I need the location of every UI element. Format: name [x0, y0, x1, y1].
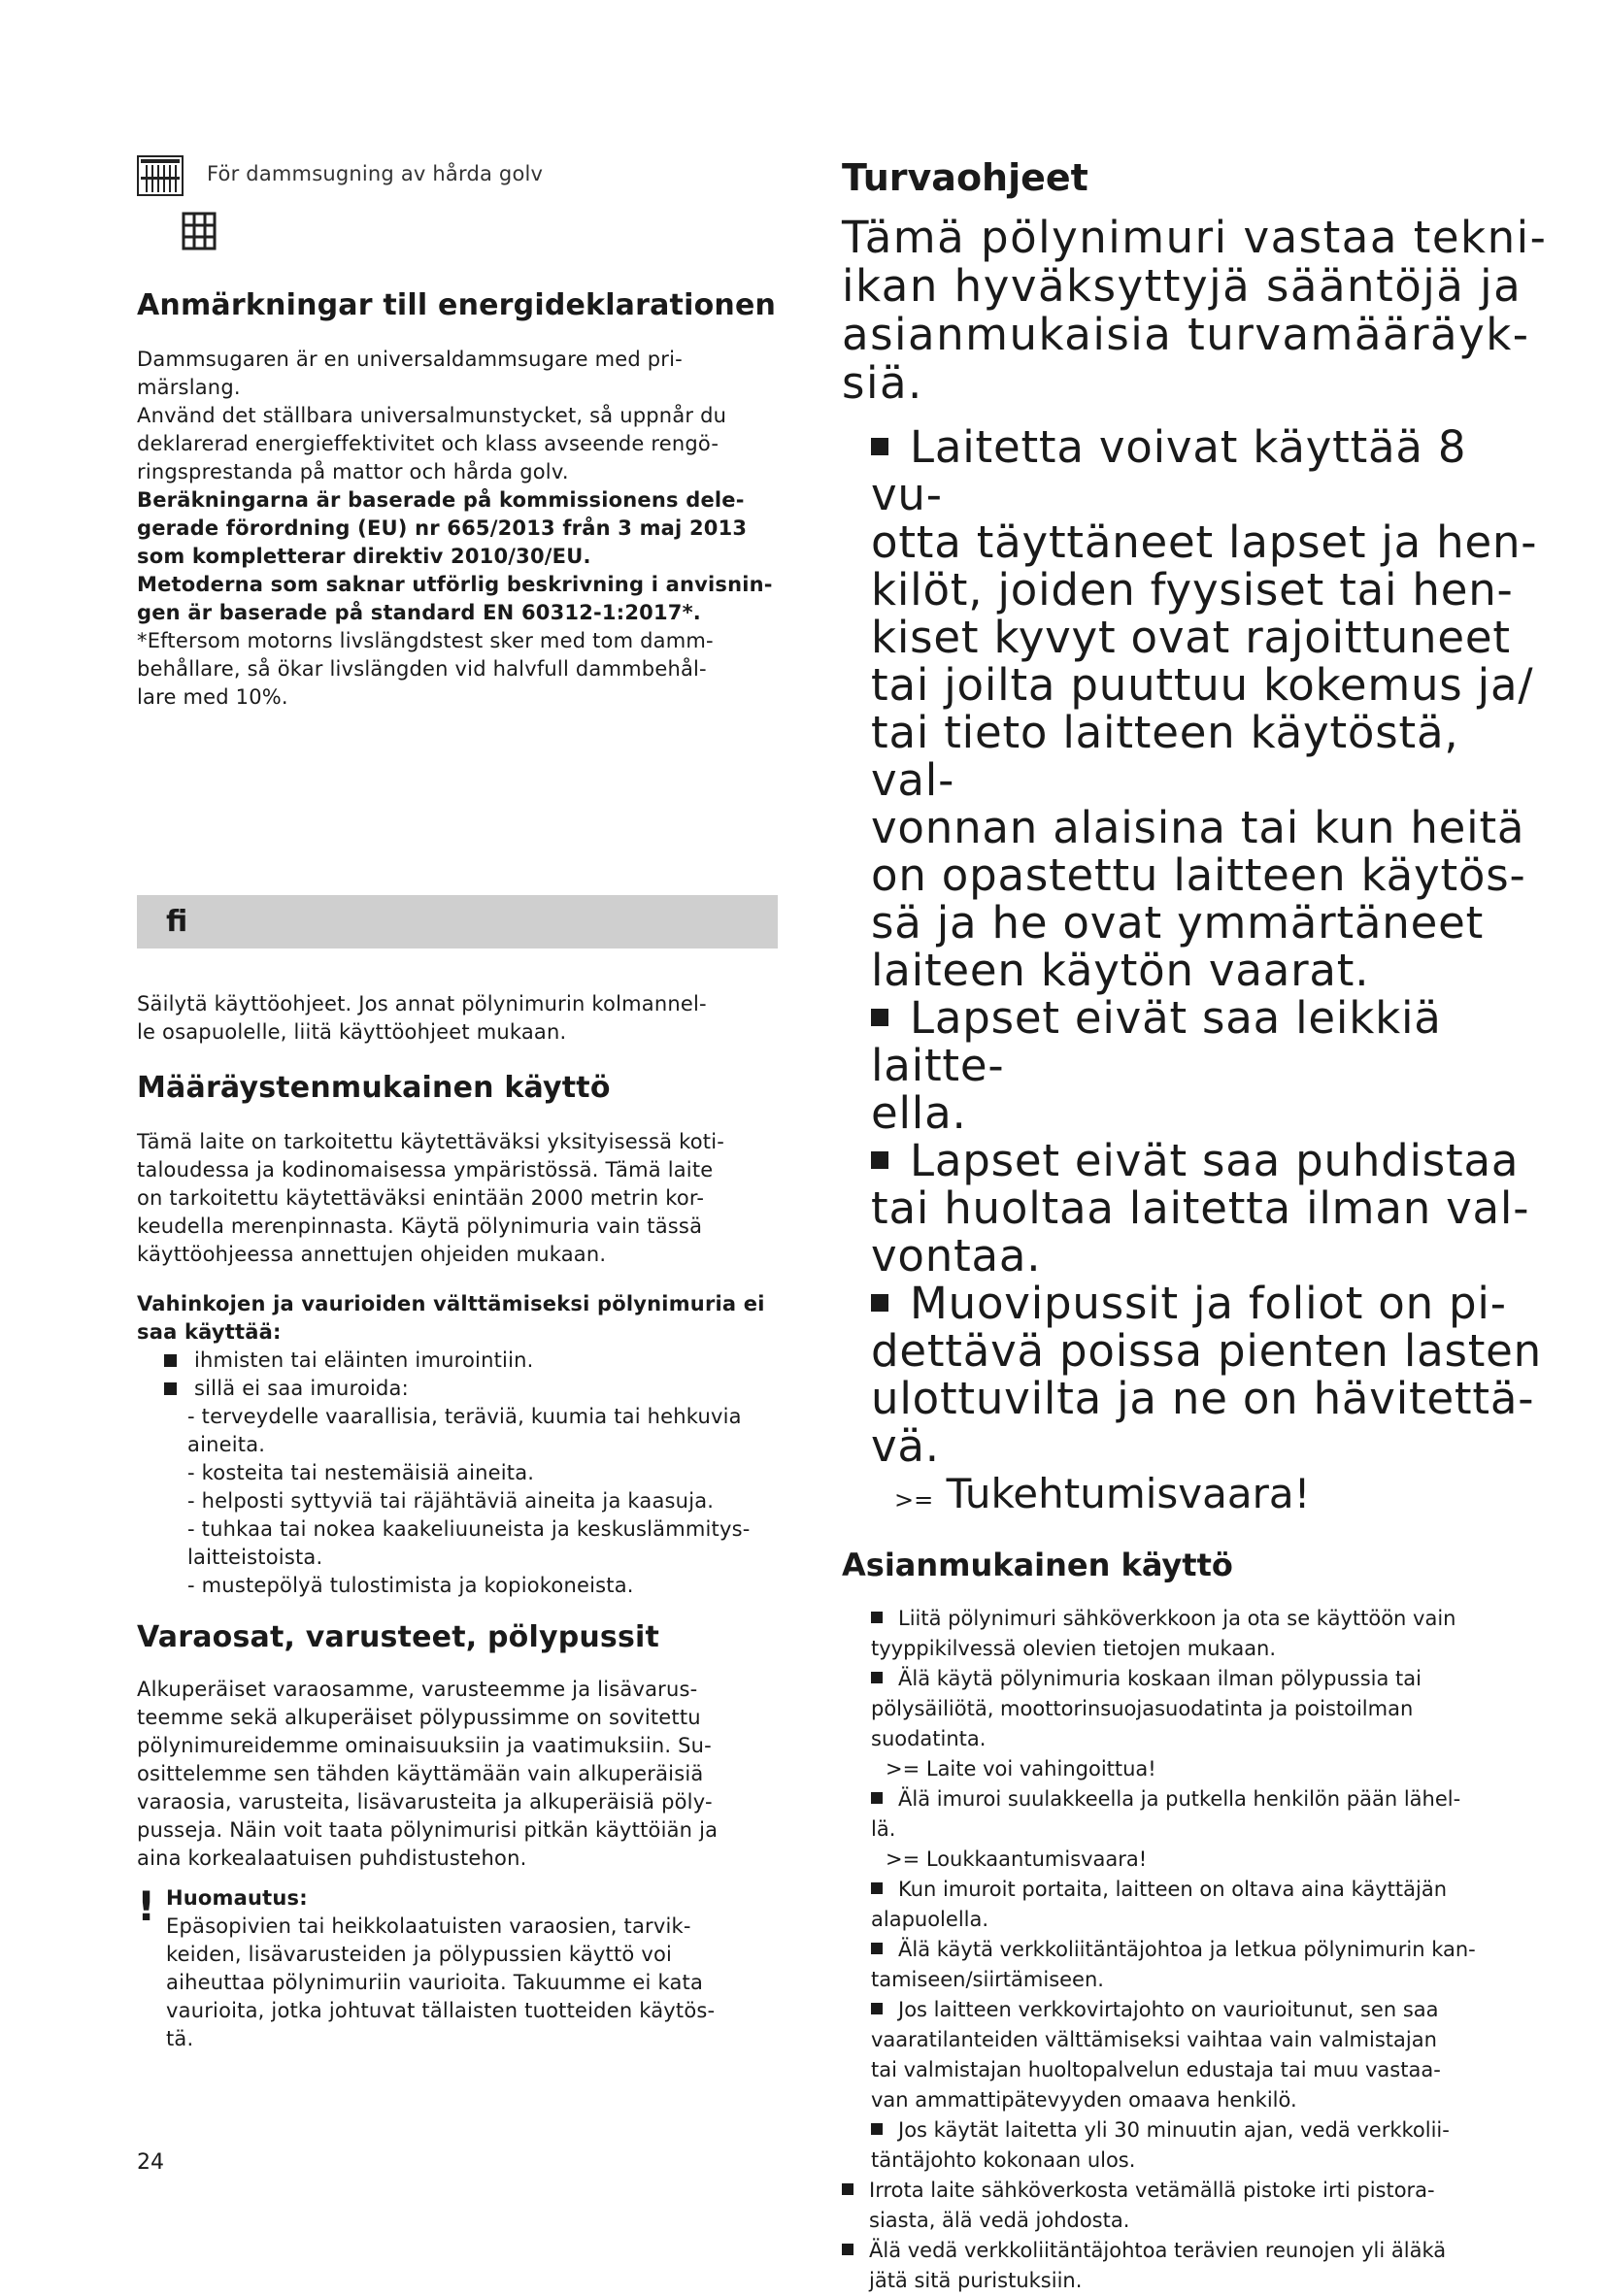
safety-line: kilöt, joiden fyysiset tai hen- — [871, 564, 1514, 616]
safety-line: ulottuvilta ja ne on hävitettä- — [871, 1373, 1535, 1424]
safety-line: tai tieto laitteen käytöstä, val- — [871, 707, 1459, 806]
list-item: Älä imuroi suulakkeella ja putkella henkilön pään lähel- — [842, 1784, 1549, 1814]
dash-line: - tuhkaa tai nokea kaakeliuuneista ja keskuslämmitys- — [187, 1517, 751, 1541]
safety-line: dettävä poissa pienten lasten — [871, 1325, 1542, 1377]
proper-use-heading: Asianmukainen käyttö — [842, 1547, 1233, 1583]
bullet-icon — [871, 1009, 888, 1026]
safety-line: vontaa. — [871, 1230, 1042, 1281]
footnote-line: *Eftersom motorns livslängdstest sker med tom damm- — [137, 629, 714, 652]
text-line: märslang. — [137, 376, 241, 399]
dash-line: laitteistoista. — [187, 1546, 323, 1569]
list-item: Irrota laite sähköverkosta vetämällä pistoke irti pistora- — [842, 2176, 1549, 2206]
safety-line: vonnan alaisina tai kun heitä — [871, 802, 1525, 853]
safety-item: Lapset eivät saa leikkiä laitte- — [871, 992, 1442, 1091]
bold-line: Vahinkojen ja vaurioiden välttämiseksi pölynimuria ei — [137, 1292, 765, 1315]
hard-floor-row — [137, 155, 778, 196]
list-item: Liitä pölynimuri sähköverkkoon ja ota se käyttöön vain — [842, 1604, 1549, 1634]
safety-item: Muovipussit ja foliot on pi- — [842, 1280, 1549, 1327]
safety-intro — [842, 214, 1549, 408]
dash-line: - mustepölyä tulostimista ja kopiokoneista. — [187, 1574, 634, 1597]
note-box — [137, 1884, 778, 2053]
list-item: Kun imuroit portaita, laitteen on oltava aina käyttäjän — [842, 1875, 1549, 1905]
tile-floor-icon — [178, 210, 220, 252]
intro-line: siä. — [842, 357, 923, 409]
bold-line: saa käyttää: — [137, 1320, 282, 1344]
text-line: pusseja. Näin voit taata pölynimurisi pitkän käyttöiän ja — [137, 1818, 719, 1842]
bullet-icon — [871, 1151, 888, 1169]
list-line: suodatinta. — [871, 1727, 987, 1750]
footnote-line: behållare, så ökar livslängden vid halvfull dammbehål- — [137, 657, 707, 681]
bold-line: gen är baserade på standard EN 60312-1:2017*. — [137, 601, 701, 624]
hard-floor-icon — [137, 155, 184, 196]
list-line: lä. — [871, 1817, 896, 1841]
hard-floor-label: För dammsugning av hårda golv — [207, 161, 544, 185]
note-line: Epäsopivien tai heikkolaatuisten varaosien, tarvik- — [166, 1914, 691, 1938]
note-line: vaurioita, jotka johtuvat tällaisten tuotteiden käytös- — [166, 1999, 716, 2022]
intro-line: asianmukaisia turvamääräyk- — [842, 309, 1530, 360]
intro-line: Tämä pölynimuri vastaa tekni- — [842, 212, 1548, 263]
text-line: varaosia, varusteita, lisävarusteita ja alkuperäisiä pöly- — [137, 1790, 713, 1814]
dash-line: - terveydelle vaarallisia, teräviä, kuumia tai hehkuvia — [187, 1405, 742, 1428]
left-column — [137, 155, 778, 712]
list-item: Älä käytä verkkoliitäntäjohtoa ja letkua pölynimurin kan- — [842, 1935, 1549, 1965]
list-line: jätä sitä puristuksiin. — [869, 2269, 1083, 2292]
safety-line: tai huoltaa laitetta ilman val- — [871, 1182, 1530, 1234]
list-line: alapuolella. — [871, 1908, 989, 1931]
dash-line: - kosteita tai nestemäisiä aineita. — [187, 1461, 535, 1484]
bullet-icon — [871, 1882, 883, 1894]
note-title: Huomautus: — [166, 1886, 308, 1910]
note-line: aiheuttaa pölynimuriin vaurioita. Takuumme ei kata — [166, 1971, 704, 1994]
list-line: van ammattipätevyyden omaava henkilö. — [871, 2088, 1297, 2112]
note-line: keiden, lisävarusteiden ja pölypussien käyttö voi — [166, 1943, 673, 1966]
language-bar: fi — [137, 895, 778, 948]
list-item: ihmisten tai eläinten imurointiin. — [137, 1347, 778, 1375]
list-item: sillä ei saa imuroida: — [137, 1375, 778, 1403]
list-item: Jos käytät laitetta yli 30 minuutin ajan, vedä verkkolii- — [842, 2115, 1549, 2146]
list-item: Älä vedä verkkoliitäntäjohtoa terävien reunojen yli äläkä — [842, 2236, 1549, 2266]
text-line: Alkuperäiset varaosamme, varusteemme ja lisävarus- — [137, 1678, 698, 1701]
bullet-icon — [871, 1943, 883, 1954]
safety-line: sä ja he ovat ymmärtäneet — [871, 897, 1485, 948]
bullet-icon — [871, 2003, 883, 2014]
page-number: 24 — [137, 2150, 164, 2175]
left-column-fi — [137, 990, 778, 2053]
energy-heading: Anmärkningar till energideklarationen — [137, 288, 777, 322]
text-line: Dammsugaren är en universaldammsugare med pri- — [137, 348, 683, 371]
warning-line: >= Laite voi vahingoittua! — [886, 1757, 1156, 1780]
list-line: tai valmistajan huoltopalvelun edustaja tai muu vastaa- — [871, 2058, 1441, 2081]
list-line: tyyppikilvessä olevien tietojen mukaan. — [871, 1637, 1277, 1660]
dash-line: aineita. — [187, 1433, 266, 1456]
safety-line: vä. — [871, 1420, 940, 1472]
right-column — [842, 155, 1549, 2296]
note-line: tä. — [166, 2027, 194, 2050]
text-line: käyttöohjeessa annettujen ohjeiden mukaan. — [137, 1243, 607, 1266]
text-line: Tämä laite on tarkoitettu käytettäväksi yksityisessä koti- — [137, 1130, 725, 1153]
text-line: Använd det ställbara universalmunstycket, så uppnår du — [137, 404, 727, 427]
proper-use-list — [842, 1604, 1549, 2296]
text-line: le osapuolelle, liitä käyttöohjeet mukaan. — [137, 1020, 567, 1044]
list-line: siasta, älä vedä johdosta. — [869, 2209, 1130, 2232]
list-item: Älä käytä pölynimuria koskaan ilman pölypussia tai — [842, 1664, 1549, 1694]
safety-list — [842, 423, 1549, 1524]
text-line: teemme sekä alkuperäiset pölypussimme on sovitettu — [137, 1706, 701, 1729]
list-line: täntäjohto kokonaan ulos. — [871, 2148, 1136, 2172]
text-line: keudella merenpinnasta. Käytä pölynimuria vain tässä — [137, 1215, 703, 1238]
text-line: aina korkealaatuisen puhdistustehon. — [137, 1847, 527, 1870]
bold-line: som kompletterar direktiv 2010/30/EU. — [137, 545, 591, 568]
safety-heading: Turvaohjeet — [842, 156, 1088, 199]
intro-line: ikan hyväksyttyjä sääntöjä ja — [842, 260, 1522, 312]
warning-line: >= Loukkaantumisvaara! — [886, 1847, 1148, 1871]
bullet-icon — [842, 2183, 853, 2195]
text-line: on tarkoitettu käytettäväksi enintään 2000 metrin kor- — [137, 1186, 705, 1210]
bullet-icon — [871, 1672, 883, 1683]
text-line: ringsprestanda på mattor och hårda golv. — [137, 460, 569, 483]
safety-item: Laitetta voivat käyttää 8 vu- — [871, 421, 1467, 520]
bold-line: Metoderna som saknar utförlig beskrivning i anvisnin- — [137, 573, 773, 596]
list-line: pölysäiliötä, moottorinsuojasuodatinta ja poistoilman — [871, 1697, 1414, 1720]
text-line: deklarerad energieffektivitet och klass avseende rengö- — [137, 432, 719, 455]
safety-line: ella. — [871, 1087, 967, 1139]
energy-text — [137, 346, 778, 712]
list-line: tamiseen/siirtämiseen. — [871, 1968, 1104, 1991]
suffocation-warning: >= Tukehtumisvaara! — [894, 1470, 1311, 1517]
bullet-icon — [164, 1382, 177, 1395]
arrow-icon: >= — [894, 1486, 934, 1514]
spare-parts-heading: Varaosat, varusteet, pölypussit — [137, 1620, 660, 1654]
safety-item: Lapset eivät saa puhdistaa — [842, 1137, 1549, 1184]
exclamation-icon: ! — [137, 1882, 156, 1930]
safety-line: laiteen käytön vaarat. — [871, 945, 1370, 996]
bullet-icon — [842, 2244, 853, 2255]
bullet-icon — [871, 438, 888, 455]
intended-use-heading: Määräystenmukainen käyttö — [137, 1071, 611, 1105]
bold-line: gerade förordning (EU) nr 665/2013 från 3 maj 2013 — [137, 516, 748, 540]
text-line: pölynimureidemme ominaisuuksiin ja vaatimuksiin. Su- — [137, 1734, 712, 1757]
bold-line: Beräkningarna är baserade på kommissionens dele- — [137, 488, 745, 512]
bullet-icon — [871, 1612, 883, 1623]
safety-line: on opastettu laitteen käytös- — [871, 849, 1526, 901]
safety-line: tai joilta puuttuu kokemus ja/ — [871, 659, 1534, 711]
bullet-icon — [871, 1792, 883, 1804]
text-line: Säilytä käyttöohjeet. Jos annat pölynimurin kolmannel- — [137, 992, 707, 1015]
dash-line: - helposti syttyviä tai räjähtäviä aineita ja kaasuja. — [187, 1489, 715, 1513]
bullet-icon — [871, 1294, 888, 1312]
list-line: vaaratilanteiden välttämiseksi vaihtaa vain valmistajan — [871, 2028, 1437, 2051]
text-line: taloudessa ja kodinomaisessa ympäristössä. Tämä laite — [137, 1158, 714, 1181]
footnote-line: lare med 10%. — [137, 685, 288, 709]
text-line: osittelemme sen tähden käyttämään vain alkuperäisiä — [137, 1762, 704, 1785]
bullet-icon — [164, 1354, 177, 1367]
bullet-icon — [871, 2123, 883, 2135]
list-item: Jos laitteen verkkovirtajohto on vaurioitunut, sen saa — [842, 1995, 1549, 2025]
safety-line: otta täyttäneet lapset ja hen- — [871, 516, 1538, 568]
safety-line: kiset kyvyt ovat rajoittuneet — [871, 612, 1511, 663]
